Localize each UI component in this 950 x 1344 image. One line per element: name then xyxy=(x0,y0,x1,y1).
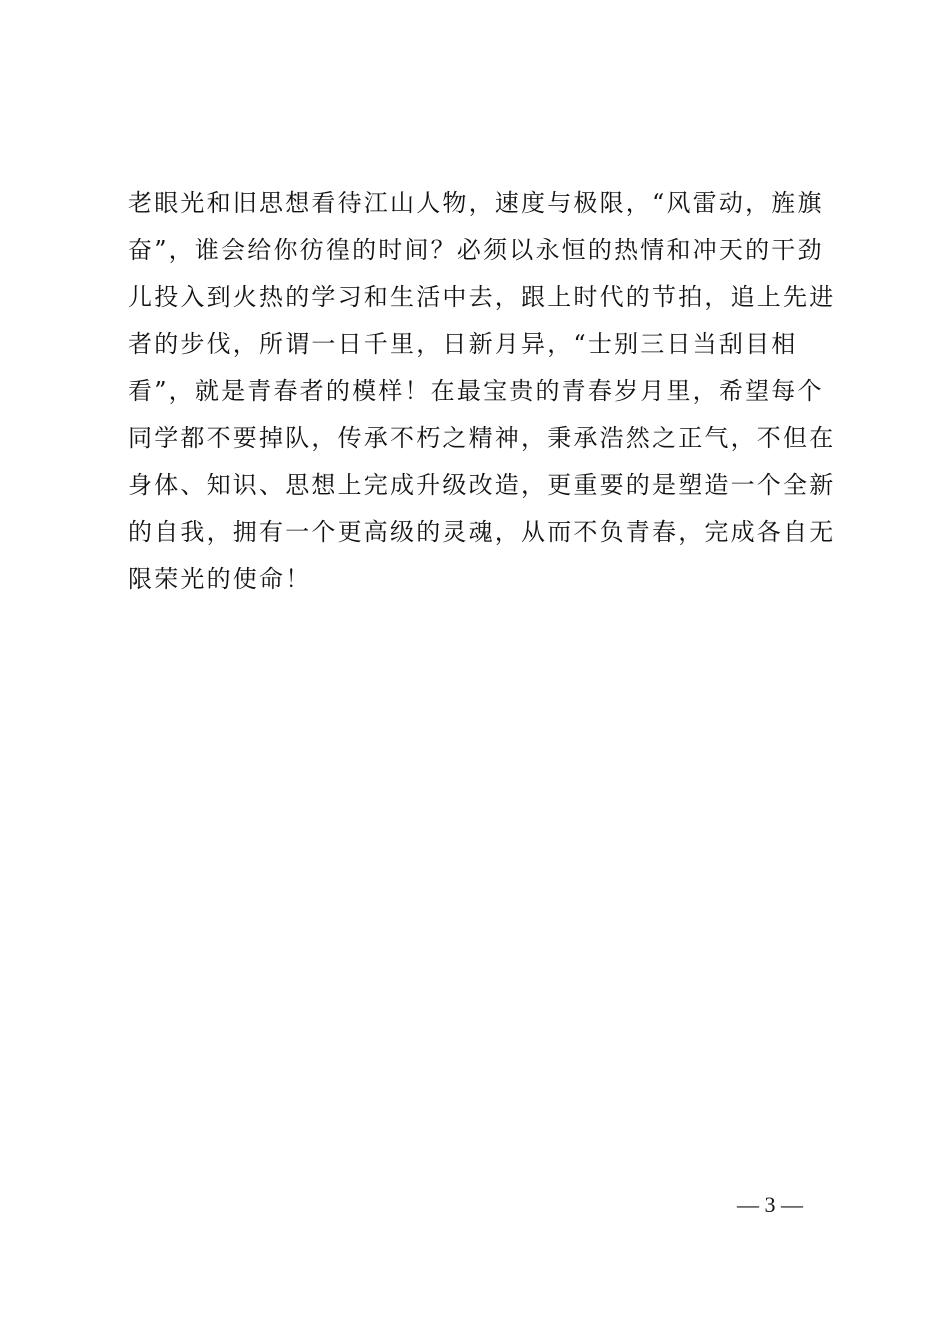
text-line: 的自我，拥有一个更高级的灵魂，从而不负青春，完成各自无 xyxy=(128,518,836,546)
text-line: 限荣光的使命！ xyxy=(128,565,312,593)
text-line: 身体、知识、思想上完成升级改造，更重要的是塑造一个全新 xyxy=(128,471,836,499)
page-number: — 3 — xyxy=(737,1192,803,1217)
text-line: 看”，就是青春者的模样！在最宝贵的青春岁月里，希望每个 xyxy=(128,377,824,405)
body-paragraph xyxy=(128,180,836,603)
text-line: 奋”，谁会给你彷徨的时间？必须以永恒的热情和冲天的干劲 xyxy=(128,236,824,264)
text-line: 老眼光和旧思想看待江山人物，速度与极限，“风雷动，旌旗 xyxy=(128,189,824,217)
text-line: 同学都不要掉队，传承不朽之精神，秉承浩然之正气，不但在 xyxy=(128,424,836,452)
text-line: 儿投入到火热的学习和生活中去，跟上时代的节拍，追上先进 xyxy=(128,283,836,311)
text-line: 者的步伐，所谓一日千里，日新月异，“士别三日当刮目相 xyxy=(128,330,798,358)
